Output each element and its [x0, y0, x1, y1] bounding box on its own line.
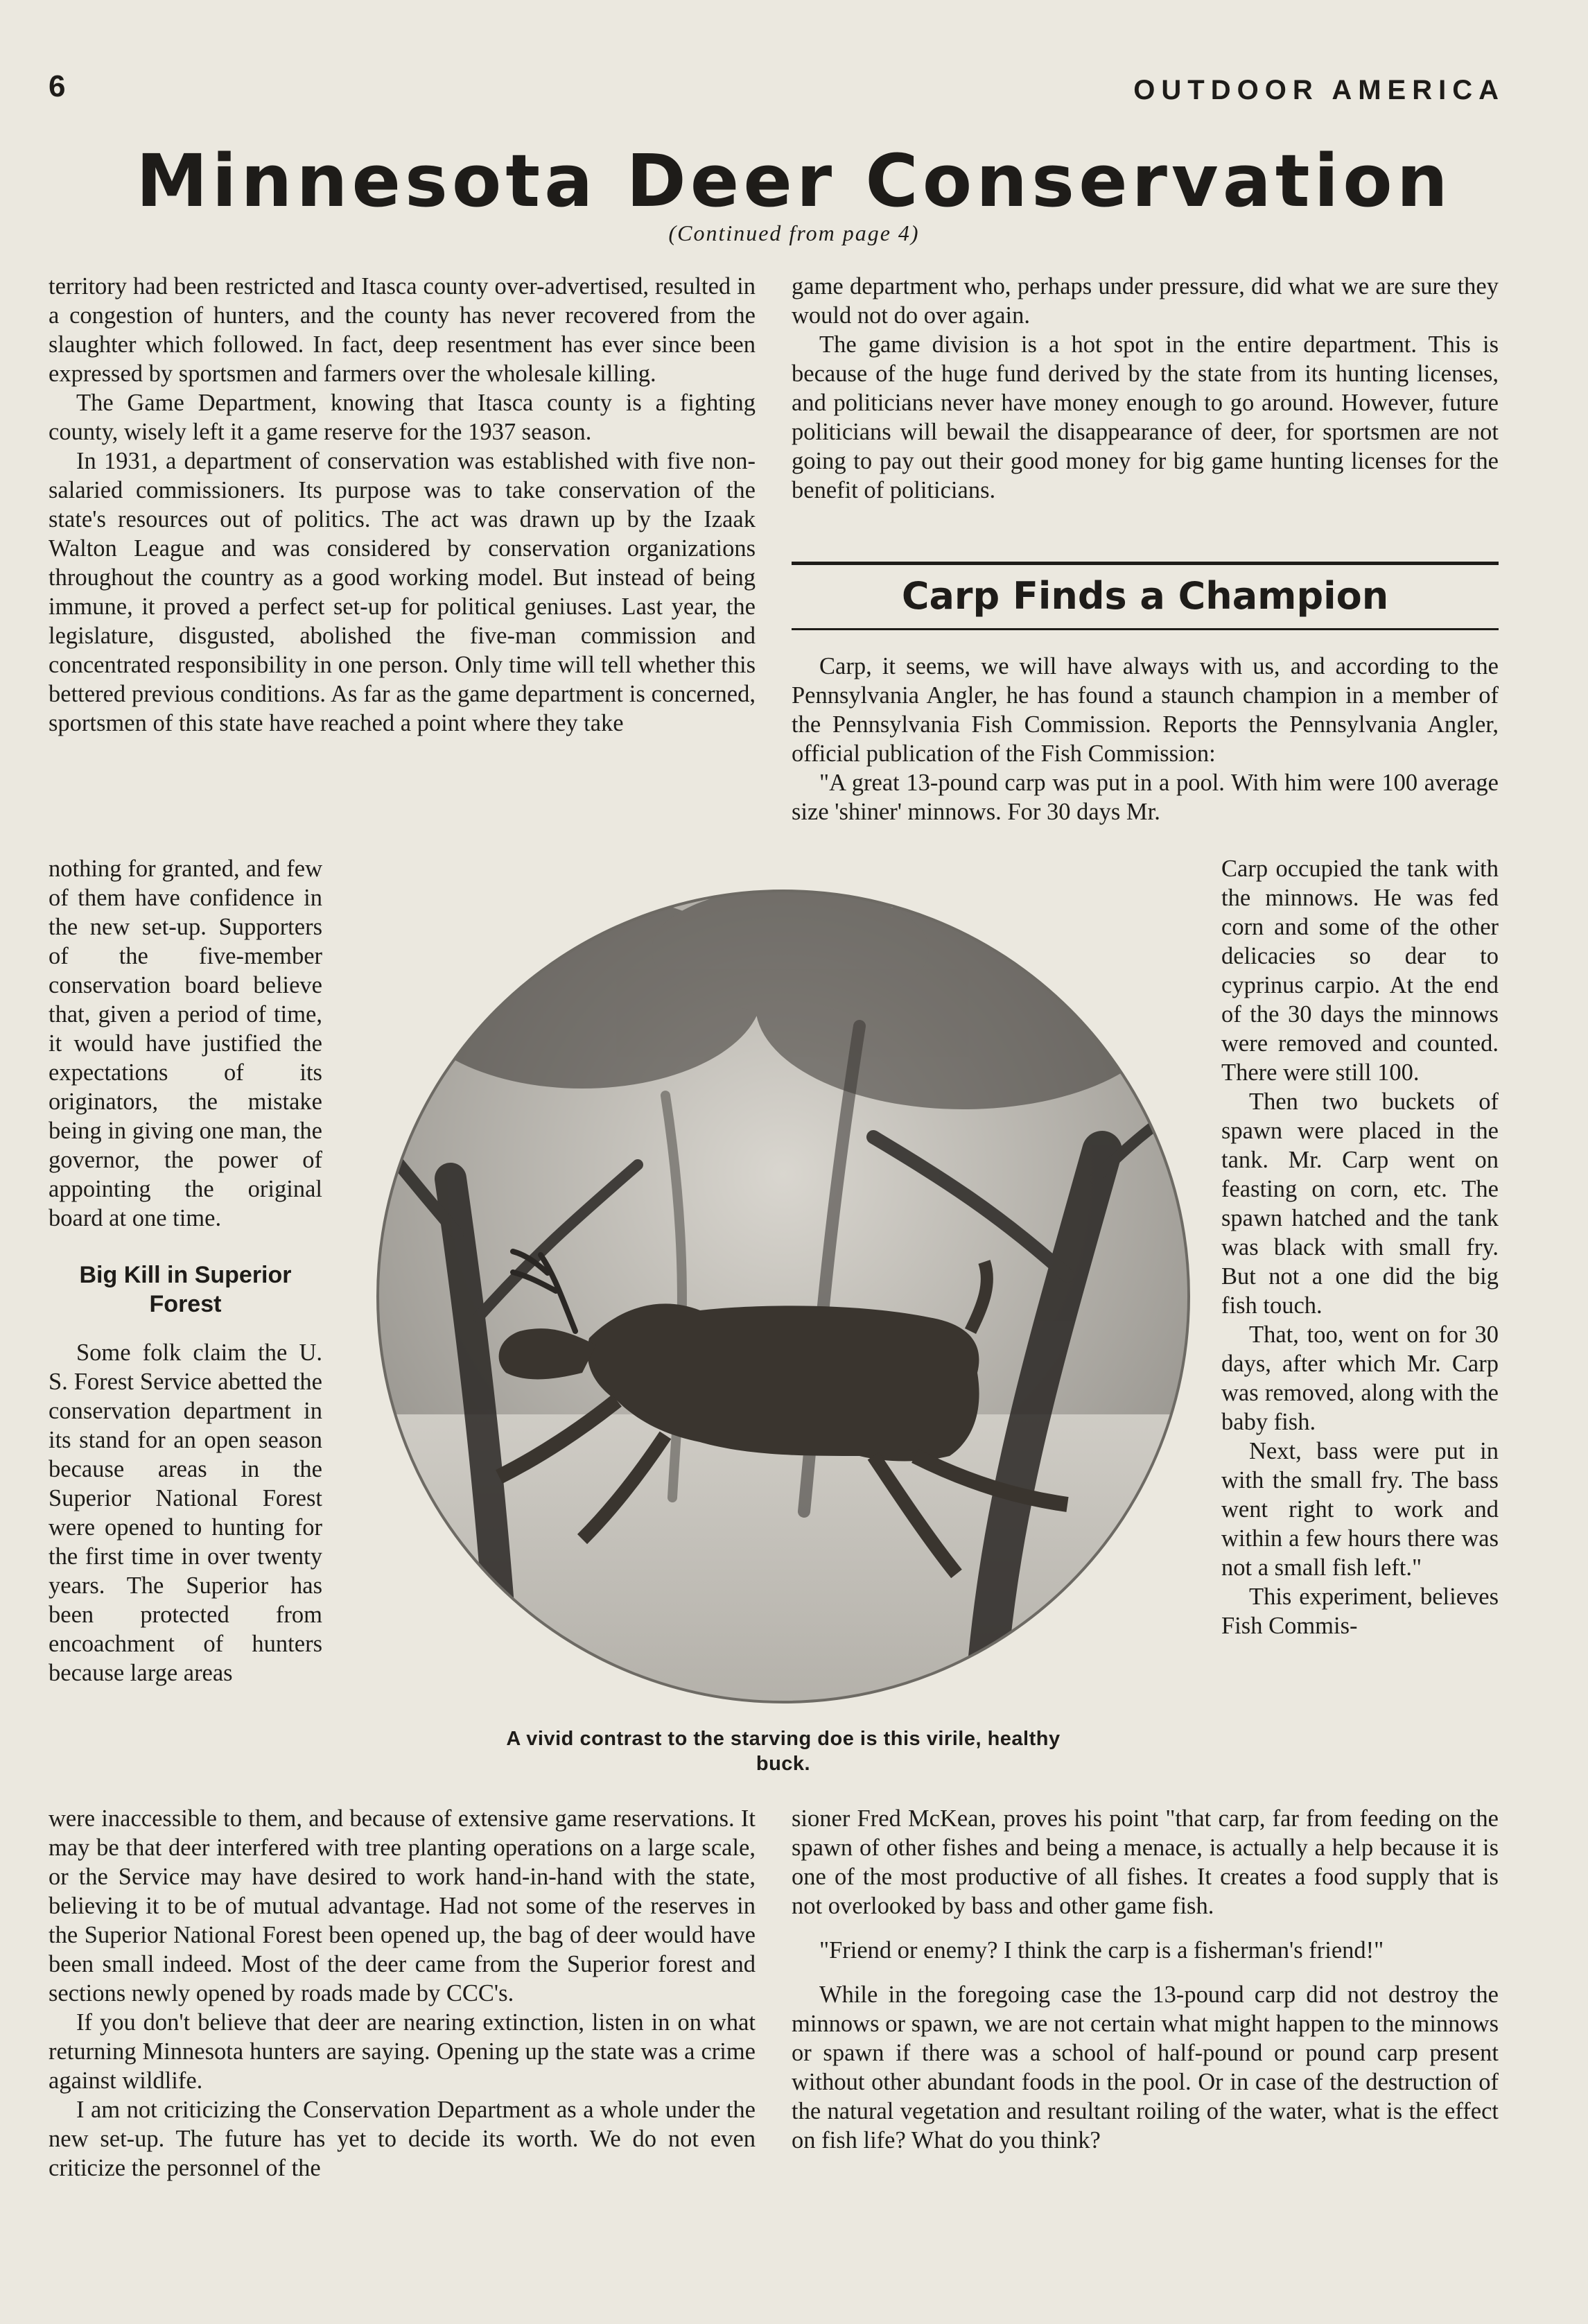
paragraph: nothing for granted, and few of them have confidence in the new set-up. Supporters of the five-member conservation board believe that, given a period of time, it would have justified the expectations of its originators, the mistake being in giving one man, the governor, the power of appointing the original board at one time.	[49, 856, 322, 1231]
paragraph: game department who, perhaps under pressure, did what we are sure they would not do over again.	[792, 273, 1499, 329]
paragraph: territory had been restricted and Itasca county over-advertised, resulted in a congestion of hunters, and the county has never recovered from the slaughter which followed. In fact, deep resentment has ever since been expressed by sportsmen and farmers over the wholesale killing.	[49, 273, 756, 387]
paragraph: In 1931, a department of conservation was established with five non-salaried commissioners. Its purpose was to take conservation of the state's resources out of politics. The act was drawn up by the Izaak Walton League and was considered by conservation organizations throughout the country as a good working model. But instead of being immune, it proved a perfect set-up for political geniuses. Last year, the legislature, disgusted, abolished the five-man commission and concentrated responsibility in one person. Only time will tell whether this bettered previous conditions. As far as the game department is concerned, sportsmen of this state have reached a point where they take	[49, 448, 756, 736]
paragraph: The game division is a hot spot in the entire department. This is because of the huge fund derived by the state from its hunting licenses, and politicians never have money enough to go around. However, future politicians will bewail the disappearance of deer, for sportsmen are not going to pay out their good money for big game hunting licenses for the benefit of politicians.	[792, 331, 1499, 503]
paragraph: Next, bass were put in with the small fry. The bass went right to work and within a few hours there was not a small fish left."	[1221, 1438, 1499, 1581]
paragraph: The Game Department, knowing that Itasca county is a fighting county, wisely left it a game reserve for the 1937 season.	[49, 390, 756, 445]
paragraph: Carp occupied the tank with the minnows. He was fed corn and some of the other delicacies so dear to cyprinus carpio. At the end of the 30 days the minnows were removed and counted. There were still 100.	[1221, 856, 1499, 1086]
paragraph: "Friend or enemy? I think the carp is a fisherman's friend!"	[819, 1937, 1384, 1963]
sidebar-rule-bottom	[792, 628, 1499, 630]
magazine-name: OUTDOOR AMERICA	[1133, 75, 1505, 105]
paragraph: sioner Fred McKean, proves his point "that carp, far from feeding on the spawn of other fishes and being a menace, is actually a help because it is one of the most productive of all fishes. It creates a food supply that is not overlooked by bass and other game fish.	[792, 1805, 1499, 1919]
page-header	[49, 69, 1505, 118]
paragraph: While in the foregoing case the 13-pound carp did not destroy the minnows or spawn, we are not certain what might happen to the minnows or spawn if there was a school of half-pound or pound carp present without other abundant foods in the pool. Or in case of the destruction of the natural vegetation and resultant roiling of the water, what is the effect on fish life? What do you think?	[792, 1982, 1499, 2153]
paragraph: Then two buckets of spawn were placed in the tank. Mr. Carp went on feasting on corn, etc. The spawn hatched and the tank was black with small fry. But not a one did the big fish touch.	[1221, 1089, 1499, 1319]
deer-photo	[374, 887, 1192, 1706]
left-column	[49, 272, 756, 738]
bottom-right-column	[792, 1804, 1499, 2155]
paragraph: Some folk claim the U. S. Forest Service abetted the conservation department in its stand for an open season because areas in the Superior National Forest were opened to hunting for the first time in over twenty years. The Superior has been protected from encoachment of hunters because large areas	[49, 1339, 322, 1686]
paragraph: This experiment, believes Fish Commis-	[1221, 1584, 1499, 1639]
paragraph: were inaccessible to them, and because of extensive game reservations. It may be that deer interfered with tree planting operations on a large scale, or the Service may have desired to work hand-in-hand with the state, believing it to be of mutual advantage. Had not some of the reserves in the Superior National Forest been opened up, the bag of deer would have been small indeed. Most of the deer came from the Superior forest and sections newly opened by roads made by CCC's.	[49, 1805, 756, 2006]
sidebar-title: Carp Finds a Champion	[901, 574, 1389, 618]
subheading: Big Kill in Superior Forest	[79, 1262, 292, 1317]
article-title: Minnesota Deer Conservation	[136, 139, 1452, 223]
right-column	[792, 272, 1499, 505]
sidebar-body	[792, 652, 1499, 826]
right-wrap-column	[1221, 854, 1499, 1640]
paragraph: "A great 13-pound carp was put in a pool. With him were 100 average size 'shiner' minnows. For 30 days Mr.	[792, 770, 1499, 825]
sidebar-rule-top	[792, 562, 1499, 565]
page-number: 6	[49, 69, 66, 103]
paragraph: Carp, it seems, we will have always with us, and according to the Pennsylvania Angler, he has found a staunch champion in a member of the Pennsylvania Fish Commission. Reports the Pennsylvania Angler, official publication of the Fish Commission:	[792, 653, 1499, 767]
paragraph: If you don't believe that deer are nearing extinction, listen in on what returning Minnesota hunters are saying. Opening up the state was a crime against wildlife.	[49, 2009, 756, 2094]
paragraph: I am not criticizing the Conservation Department as a whole under the new set-up. The future has yet to decide its worth. We do not even criticize the personnel of the	[49, 2097, 756, 2181]
photo-caption: A vivid contrast to the starving doe is this virile, healthy buck.	[506, 1728, 1061, 1775]
bottom-left-column	[49, 1804, 756, 2183]
continued-note: (Continued from page 4)	[668, 220, 920, 245]
paragraph: That, too, went on for 30 days, after which Mr. Carp was removed, along with the baby fish.	[1221, 1321, 1499, 1435]
left-wrap-column	[49, 854, 322, 1688]
